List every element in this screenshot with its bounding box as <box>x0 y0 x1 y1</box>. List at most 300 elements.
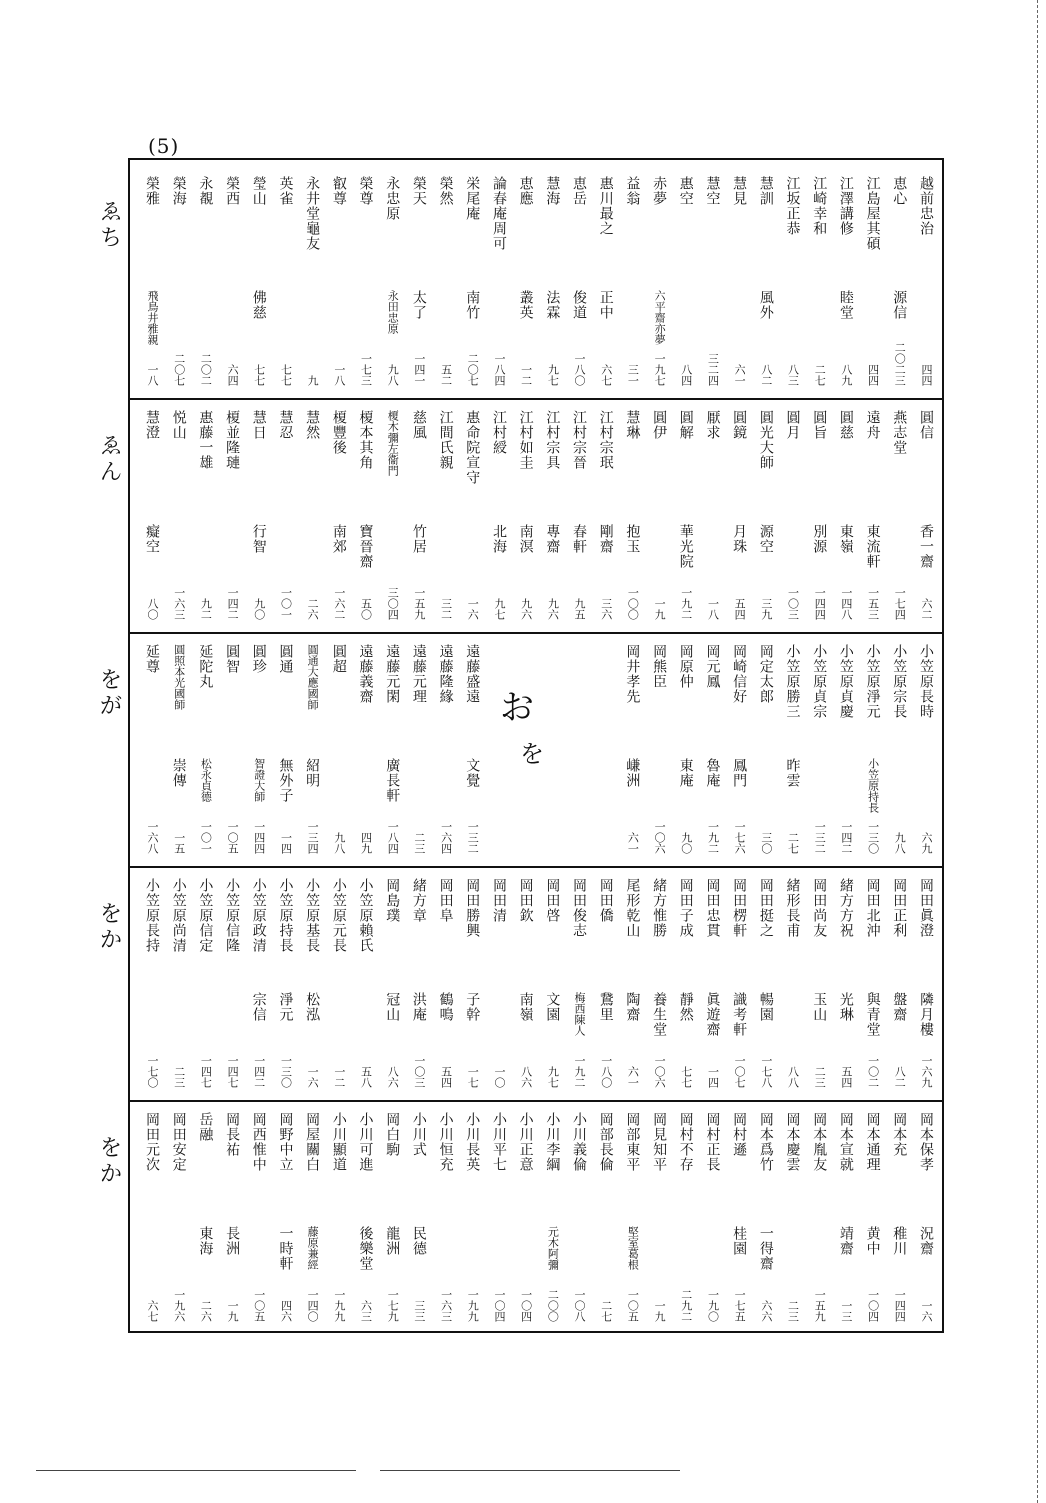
entry-page-number: 一〇二 <box>866 1055 880 1088</box>
entry-page-number: 一九 <box>653 598 667 620</box>
entry-name: 岡田子成 <box>677 878 694 938</box>
entry-page-number: 一八四 <box>386 821 400 854</box>
entry-name: 榮然 <box>437 176 454 206</box>
entry-page-number: 二七 <box>599 1300 613 1322</box>
entry-page-number: 一〇〇 <box>626 587 640 620</box>
entry-name: 小川長英 <box>464 1112 481 1172</box>
entry-alias: 別源 <box>811 524 828 554</box>
entry-name: 越前忠治 <box>917 176 934 236</box>
index-entry <box>834 878 858 1088</box>
entry-page-number: 一九六 <box>172 1289 186 1322</box>
entry-page-number: 一八四 <box>492 353 506 386</box>
entry-name: 慧海 <box>544 176 561 206</box>
index-entry <box>834 410 858 620</box>
entry-page-number: 一〇四 <box>866 1289 880 1322</box>
index-entry <box>647 410 671 620</box>
entry-name: 岡定太郎 <box>757 644 774 704</box>
entry-name: 岡島璞 <box>384 878 401 923</box>
index-entry <box>914 410 938 620</box>
entry-alias: 桂園 <box>731 1226 748 1256</box>
entry-name: 岡田啓 <box>544 878 561 923</box>
entry-name: 延尊 <box>144 644 160 674</box>
entry-alias: 華光院 <box>677 524 694 569</box>
index-entry <box>167 644 191 854</box>
index-entry <box>594 878 618 1088</box>
entry-page-number: 六四 <box>226 364 240 386</box>
entry-name: 小笠原尚清 <box>170 878 187 953</box>
entry-name: 圓伊 <box>651 410 668 440</box>
entry-page-number: 一〇五 <box>252 1289 266 1322</box>
entry-page-number: 二〇二三 <box>893 342 907 386</box>
index-entry <box>407 1112 431 1322</box>
entry-page-number: 六七 <box>146 1300 159 1322</box>
index-entry <box>914 878 938 1088</box>
entry-page-number: 一九二 <box>573 1055 586 1088</box>
index-entry <box>460 176 484 386</box>
index-entry <box>594 410 618 620</box>
index-entry <box>540 176 564 386</box>
entry-page-number: 六一 <box>626 832 640 854</box>
entry-page-number: 五四 <box>839 1066 853 1088</box>
entry-alias: 紹明 <box>304 758 321 788</box>
entry-name: 岡本充 <box>891 1112 908 1157</box>
entry-page-number: 九五 <box>573 598 586 620</box>
index-entry <box>781 410 805 620</box>
index-entry <box>380 176 404 386</box>
index-entry <box>620 176 644 386</box>
entry-alias: 東流軒 <box>864 524 881 569</box>
entry-alias: 鵞里 <box>597 992 614 1022</box>
entry-alias: 與青堂 <box>864 992 881 1037</box>
entry-name: 慧然 <box>304 410 321 440</box>
index-entry <box>807 1112 831 1322</box>
entry-alias: 松永貞德 <box>199 758 213 802</box>
entry-page-number: 四九 <box>359 832 373 854</box>
entry-name: 惠藤一雄 <box>197 410 214 470</box>
index-entry <box>140 878 164 1088</box>
index-entry <box>247 176 271 386</box>
entry-name: 緒形長甫 <box>784 878 801 938</box>
entry-alias: 識考軒 <box>731 992 748 1037</box>
entry-alias: 佛慈 <box>250 290 267 320</box>
index-entry <box>781 176 805 386</box>
index-entry <box>727 176 751 386</box>
index-entry <box>807 878 831 1088</box>
entry-name: 遠舟 <box>864 410 881 440</box>
entry-page-number: 六六 <box>759 1300 773 1322</box>
entry-name: 榮海 <box>170 176 187 206</box>
entry-name: 岡田清 <box>490 878 507 923</box>
entry-page-number: 一九七 <box>653 353 667 386</box>
entry-alias: 一時軒 <box>277 1226 294 1271</box>
entry-page-number: 一四八 <box>839 587 853 620</box>
entry-name: 岡見知平 <box>651 1112 668 1172</box>
entry-name: 小笠原信定 <box>197 878 214 953</box>
entry-page-number: 四四 <box>866 364 880 386</box>
entry-name: 圓超 <box>330 644 347 674</box>
entry-alias: 光琳 <box>837 992 854 1022</box>
entry-alias: 廣長軒 <box>384 758 401 803</box>
entry-name: 小笠原貞慶 <box>837 644 854 719</box>
entry-alias: 飛鳥井雅親 <box>146 290 159 345</box>
entry-page-number: 九六 <box>519 598 533 620</box>
index-entry <box>407 176 431 386</box>
entry-page-number: 九二 <box>199 598 213 620</box>
entry-page-number: 六一 <box>626 1066 640 1088</box>
index-entry <box>380 878 404 1088</box>
entry-alias: 洪庵 <box>410 992 427 1022</box>
entry-name: 圓信 <box>917 410 934 440</box>
entry-page-number: 八四 <box>679 364 693 386</box>
entry-page-number: 一三二 <box>466 821 480 854</box>
index-entry <box>327 176 351 386</box>
index-entry <box>514 878 538 1088</box>
entry-page-number: 七七 <box>252 364 266 386</box>
entry-name: 小笠原淨元 <box>864 644 881 719</box>
footer-rule <box>36 1470 356 1471</box>
index-entry <box>220 1112 244 1322</box>
entry-name: 岡田尚友 <box>811 878 828 938</box>
index-entry <box>354 410 378 620</box>
entry-name: 岡田俊志 <box>571 878 587 938</box>
entry-page-number: 五〇 <box>359 598 373 620</box>
entry-name: 小笠原長時 <box>917 644 934 719</box>
index-entry <box>727 410 751 620</box>
entry-page-number: 九七 <box>492 598 506 620</box>
entry-page-number: 一〇五 <box>626 1289 640 1322</box>
entry-name: 岳融 <box>197 1112 214 1142</box>
index-entry <box>487 1112 511 1322</box>
entry-name: 遠藤元理 <box>410 644 427 704</box>
entry-name: 岡原仲 <box>677 644 694 689</box>
entry-page-number: 一〇五 <box>226 821 240 854</box>
entry-alias: 眞遊齋 <box>704 992 721 1037</box>
index-entry <box>807 644 831 854</box>
entry-alias: 竹居 <box>410 524 427 554</box>
index-entry <box>834 1112 858 1322</box>
index-entry <box>273 878 297 1088</box>
entry-name: 榮西 <box>224 176 241 206</box>
entry-name: 惠命院宣守 <box>464 410 481 485</box>
entry-name: 慧訓 <box>757 176 774 206</box>
index-entry <box>460 1112 484 1322</box>
section-divider <box>128 866 944 868</box>
entry-page-number: 一四四 <box>893 1289 907 1322</box>
entry-alias: 寶晉齋 <box>357 524 374 569</box>
entry-name: 榮天 <box>410 176 427 206</box>
entry-name: 圓解 <box>677 410 694 440</box>
index-entry <box>647 176 671 386</box>
section-divider <box>128 1100 944 1102</box>
entry-page-number: 二三 <box>172 1066 186 1088</box>
entry-name: 小川平七 <box>490 1112 507 1172</box>
entry-page-number: 一四〇 <box>306 1289 320 1322</box>
entry-page-number: 一六 <box>306 1066 320 1088</box>
entry-name: 江崎幸和 <box>811 176 828 236</box>
index-entry <box>220 644 244 854</box>
entry-page-number: 六九 <box>919 832 933 854</box>
entry-name: 岡田北沖 <box>864 878 881 938</box>
entry-page-number: 一七 <box>466 1066 480 1088</box>
index-entry <box>247 1112 271 1322</box>
entry-name: 圓旨 <box>811 410 828 440</box>
entry-page-number: 九七 <box>546 364 560 386</box>
entry-page-number: 一四七 <box>226 1055 240 1088</box>
index-entry <box>727 1112 751 1322</box>
entry-alias: 宗信 <box>250 992 267 1022</box>
entry-name: 小笠原政清 <box>250 878 267 953</box>
entry-name: 岡本保孝 <box>917 1112 934 1172</box>
entry-name: 江村宗具 <box>544 410 561 470</box>
entry-name: 岡熊臣 <box>651 644 668 689</box>
index-entry <box>647 878 671 1088</box>
entry-page-number: 九八 <box>893 832 907 854</box>
index-section <box>140 1112 938 1322</box>
entry-name: 小笠原基長 <box>304 878 321 953</box>
entry-name: 岡本慶雲 <box>784 1112 801 1172</box>
index-entry <box>247 410 271 620</box>
entry-alias: 南嶺 <box>517 992 534 1022</box>
entry-name: 圓珍 <box>250 644 267 674</box>
index-entry <box>861 644 885 854</box>
entry-alias: 昨雲 <box>784 758 801 788</box>
index-entry <box>887 410 911 620</box>
entry-page-number: 三三 <box>412 1300 426 1322</box>
entry-page-number: 一〇六 <box>653 1055 667 1088</box>
entry-page-number: 二三 <box>412 832 426 854</box>
entry-name: 永忠原 <box>384 176 401 221</box>
index-entry <box>434 1112 458 1322</box>
entry-page-number: 一〇 <box>492 1066 506 1088</box>
entry-alias: 北海 <box>490 524 507 554</box>
entry-name: 榎豐後 <box>330 410 347 455</box>
entry-alias: 玉山 <box>811 992 828 1022</box>
index-entry <box>193 644 217 854</box>
entry-name: 岡田挺之 <box>757 878 774 938</box>
section-kana: ゑち <box>99 200 122 251</box>
index-entry <box>914 644 938 854</box>
index-entry <box>220 176 244 386</box>
index-entry <box>167 176 191 386</box>
entry-page-number: 八〇 <box>146 598 159 620</box>
entry-page-number: 一〇七 <box>733 1055 747 1088</box>
index-entry <box>487 176 511 386</box>
index-entry <box>781 1112 805 1322</box>
index-entry <box>380 410 404 620</box>
entry-name: 圓月 <box>784 410 801 440</box>
entry-name: 岡本爲竹 <box>757 1112 774 1172</box>
entry-page-number: 一三 <box>839 1300 853 1322</box>
index-entry <box>273 176 297 386</box>
entry-alias: 鶴鳴 <box>437 992 454 1022</box>
index-entry <box>247 878 271 1088</box>
entry-name: 小笠原持長 <box>277 878 294 953</box>
entry-name: 燕志堂 <box>891 410 908 455</box>
index-entry <box>460 410 484 620</box>
entry-name: 岡野中立 <box>277 1112 294 1172</box>
entry-page-number: 七七 <box>279 364 293 386</box>
index-entry <box>674 410 698 620</box>
entry-alias: 源信 <box>891 290 908 320</box>
index-entry <box>327 644 351 854</box>
entry-name: 恵應 <box>517 176 534 206</box>
entry-name: 岡田欽 <box>517 878 534 923</box>
index-section <box>140 410 938 620</box>
section-divider <box>128 632 944 634</box>
entry-name: 小川正意 <box>517 1112 534 1172</box>
entry-page-number: 九六 <box>546 598 560 620</box>
entry-alias: 靜然 <box>677 992 694 1022</box>
index-entry <box>620 878 644 1088</box>
entry-name: 悦山 <box>170 410 187 440</box>
entry-alias: 松泓 <box>304 992 321 1022</box>
entry-alias: 藤原兼經 <box>306 1226 320 1270</box>
entry-page-number: 一四 <box>706 1066 720 1088</box>
entry-alias: 魯庵 <box>704 758 721 788</box>
entry-page-number: 二六 <box>306 598 320 620</box>
entry-page-number: 一二 <box>519 364 533 386</box>
entry-alias: 子幹 <box>464 992 481 1022</box>
entry-page-number: 二三 <box>786 1300 800 1322</box>
entry-page-number: 一九九 <box>466 1289 480 1322</box>
entry-page-number: 四六 <box>279 1300 293 1322</box>
index-entry <box>834 644 858 854</box>
entry-alias: 梅西陳人 <box>573 992 586 1036</box>
entry-alias: 嵰洲 <box>624 758 641 788</box>
entry-alias: 鳳門 <box>731 758 748 788</box>
entry-alias: 龍洲 <box>384 1226 401 1256</box>
entry-page-number: 三二 <box>439 598 453 620</box>
entry-name: 圓慈 <box>837 410 854 440</box>
entry-alias: 六平齋亦夢 <box>653 290 667 345</box>
entry-page-number: 一〇六 <box>653 821 667 854</box>
section-divider <box>128 398 944 400</box>
index-entry <box>247 644 271 854</box>
entry-alias: 冠山 <box>384 992 401 1022</box>
entry-name: 榎木彌左衞門 <box>386 410 400 476</box>
index-entry <box>700 410 724 620</box>
index-entry <box>460 878 484 1088</box>
entry-alias: 正中 <box>597 290 614 320</box>
entry-alias: 剛齋 <box>597 524 614 554</box>
index-entry <box>594 176 618 386</box>
index-entry <box>887 1112 911 1322</box>
index-entry <box>354 1112 378 1322</box>
entry-name: 小川義倫 <box>571 1112 587 1172</box>
index-entry <box>273 410 297 620</box>
entry-name: 岡田忠貫 <box>704 878 721 938</box>
entry-name: 論春庵周可 <box>490 176 507 251</box>
entry-name: 英雀 <box>277 176 294 206</box>
entry-name: 岡村遜 <box>731 1112 748 1157</box>
index-entry <box>327 410 351 620</box>
entry-name: 遠藤元閑 <box>384 644 401 704</box>
entry-name: 岡村正長 <box>704 1112 721 1172</box>
entry-page-number: 一九〇 <box>706 1289 720 1322</box>
entry-page-number: 五八 <box>359 1066 373 1088</box>
entry-alias: 淨元 <box>277 992 294 1022</box>
entry-alias: 盤齋 <box>891 992 908 1022</box>
entry-page-number: 一九二 <box>679 587 693 620</box>
entry-page-number: 一三二 <box>813 821 827 854</box>
entry-page-number: 一五九 <box>813 1289 827 1322</box>
entry-name: 榮尊 <box>357 176 374 206</box>
entry-name: 江村如圭 <box>517 410 534 470</box>
entry-page-number: 一七八 <box>759 1055 773 1088</box>
entry-page-number: 七七 <box>679 1066 693 1088</box>
entry-name: 瑩山 <box>250 176 267 206</box>
entry-name: 遠藤義齋 <box>357 644 374 704</box>
entry-alias: 堅室葛根 <box>626 1226 640 1270</box>
entry-page-number: 一六三 <box>439 1289 453 1322</box>
entry-name: 岡白駒 <box>384 1112 401 1157</box>
entry-name: 岡部東平 <box>624 1112 641 1172</box>
entry-alias: 黄中 <box>864 1226 881 1256</box>
index-entry <box>887 176 911 386</box>
entry-alias: 一得齋 <box>757 1226 774 1271</box>
entry-alias: 南郊 <box>330 524 347 554</box>
entry-page-number: 一七九 <box>386 1289 400 1322</box>
index-entry <box>620 644 644 854</box>
index-entry <box>300 878 324 1088</box>
entry-name: 江島屋其碩 <box>864 176 881 251</box>
entry-alias: 香一齋 <box>917 524 934 569</box>
entry-alias: 長洲 <box>224 1226 241 1256</box>
entry-page-number: 一八 <box>146 364 159 386</box>
index-entry <box>434 644 458 854</box>
entry-page-number: 一〇三 <box>786 587 800 620</box>
entry-page-number: 二七 <box>786 832 800 854</box>
index-entry <box>567 878 591 1088</box>
entry-name: 榎並隆璉 <box>224 410 241 470</box>
entry-alias: 法霖 <box>544 290 561 320</box>
entry-page-number: 六一 <box>733 364 747 386</box>
entry-name: 岡田楞軒 <box>731 878 748 938</box>
entry-page-number: 一七三 <box>359 353 373 386</box>
entry-alias: 東海 <box>197 1226 214 1256</box>
entry-page-number: 一二 <box>332 1066 346 1088</box>
index-entry <box>781 644 805 854</box>
entry-name: 小笠原信隆 <box>224 878 241 953</box>
entry-name: 緒方方祝 <box>837 878 854 938</box>
index-entry <box>167 878 191 1088</box>
index-entry <box>861 410 885 620</box>
entry-page-number: 一〇八 <box>573 1289 586 1322</box>
index-entry <box>861 878 885 1088</box>
index-entry <box>407 410 431 620</box>
entry-name: 小笠原元長 <box>330 878 347 953</box>
entry-name: 江澤講修 <box>837 176 854 236</box>
entry-page-number: 一六 <box>919 1300 933 1322</box>
entry-name: 岡西惟中 <box>250 1112 267 1172</box>
index-entry <box>834 176 858 386</box>
entry-page-number: 一四七 <box>199 1055 213 1088</box>
index-entry <box>193 1112 217 1322</box>
entry-page-number: 一八〇 <box>573 353 586 386</box>
entry-page-number: 九〇 <box>679 832 693 854</box>
entry-page-number: 三九 <box>759 598 773 620</box>
index-entry <box>754 644 778 854</box>
index-entry <box>460 644 484 854</box>
entry-name: 江坂正恭 <box>784 176 801 236</box>
entry-alias: 暢園 <box>757 992 774 1022</box>
index-entry <box>193 176 217 386</box>
index-entry <box>674 176 698 386</box>
entry-alias: 智證大師 <box>252 758 266 802</box>
index-entry <box>273 1112 297 1322</box>
entry-name: 尾形乾山 <box>624 878 641 938</box>
entry-page-number: 八九 <box>839 364 853 386</box>
